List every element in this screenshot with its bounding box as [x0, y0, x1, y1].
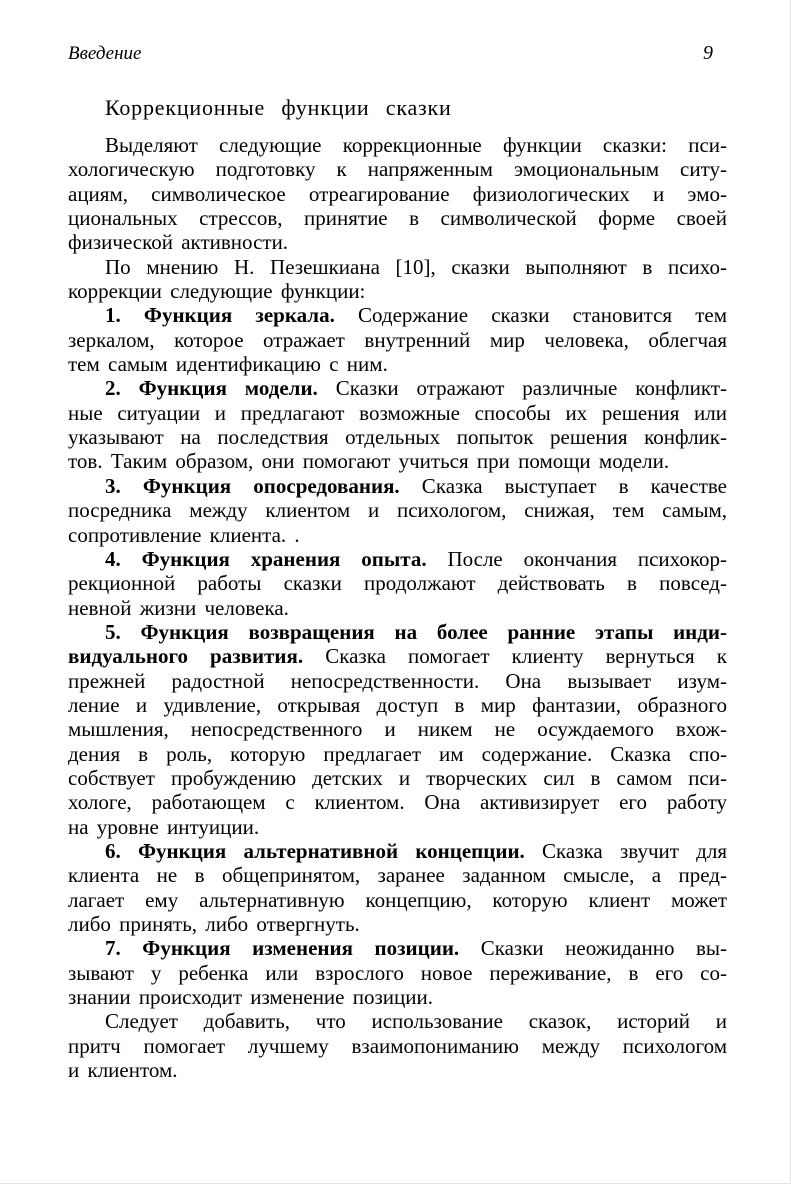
function-heading: 4. Функция хранения опыта. [105, 546, 427, 571]
text-line: ление и удивление, открывая доступ в мир фантазии, образного [68, 692, 727, 717]
paragraph-first-line [68, 620, 727, 644]
text-line: прежней радостной непосредственности. Она вызывает изум- [68, 668, 727, 693]
text-line: коррекции следующие функции: [68, 279, 366, 304]
text-line: рекционной работы сказки продолжают действовать в повсед- [68, 571, 727, 596]
text-line: мышления, непосредственного и никем не осуждаемого вхож- [68, 717, 727, 742]
section-title: Коррекционные функции сказки [105, 95, 452, 120]
text-line: зывают у ребенка или взрослого новое переживание, в его со- [68, 960, 727, 985]
function-heading: 2. Функция модели. [105, 376, 318, 401]
text-line: тем самым идентификацию с ним. [68, 352, 388, 377]
text-line: видуального развития. Сказка помогает клиенту вернуться к [68, 644, 727, 669]
text-line: физической активности. [68, 230, 289, 255]
text-line: клиента не в общепринятом, заранее заданном смысле, а пред- [68, 863, 727, 888]
text-line: знании происходит изменение позиции. [68, 985, 433, 1010]
text-line: лагает ему альтернативную концепцию, которую клиент может [68, 887, 727, 912]
text-line: на уровне интуиции. [68, 814, 260, 839]
function-heading: 3. Функция опосредования. [105, 473, 400, 498]
function-heading: видуального развития. [68, 644, 304, 669]
body-text [68, 133, 727, 1082]
running-header [68, 42, 727, 65]
text-line: хологическую подготовку к напряженным эмоциональным ситу- [68, 157, 727, 182]
function-heading: 7. Функция изменения позиции. [105, 936, 460, 961]
paragraph-first-line: 7. Функция изменения позиции. Сказки неожиданно вы- [105, 936, 727, 961]
paragraph-first-line: По мнению Н. Пезешкиана [10], сказки выполняют в психо- [105, 254, 727, 279]
function-heading: 5. Функция возвращения на более ранние этапы инди- [105, 619, 727, 644]
text-line: хологе, работающем с клиентом. Она активизирует его работу [68, 790, 727, 815]
text-line: ациям, символическое отреагирование физиологических и эмо- [68, 181, 727, 206]
running-header-chapter: Введение [68, 43, 142, 64]
paragraph-first-line: Следует добавить, что использование сказок, историй и [105, 1009, 727, 1034]
text-line: невной жизни человека. [68, 595, 289, 620]
text-line: указывают на последствия отдельных попыток решения конфлик- [68, 425, 727, 450]
text-line: сопротивление клиента. . [68, 522, 300, 547]
text-line: циональных стрессов, принятие в символической форме своей [68, 206, 727, 231]
text-line: тов. Таким образом, они помогают учиться при помощи модели. [68, 449, 670, 474]
function-heading: 1. Функция зеркала. [105, 303, 335, 328]
page-number: 9 [703, 42, 713, 64]
text-line: притч помогает лучшему взаимопониманию между психологом [68, 1033, 727, 1058]
text-line: собствует пробуждению детских и творческих сил в самом пси- [68, 765, 727, 790]
paragraph-first-line: Выделяют следующие коррекционные функции сказки: пси- [105, 133, 727, 157]
text-line: и клиентом. [68, 1058, 178, 1083]
paragraph-first-line: 4. Функция хранения опыта. После окончания психокор- [105, 546, 727, 571]
function-heading: 6. Функция альтернативной концепции. [105, 838, 525, 863]
paragraph-first-line: 1. Функция зеркала. Содержание сказки становится тем [105, 303, 727, 328]
text-line: ные ситуации и предлагают возможные способы их решения или [68, 400, 727, 425]
text-line: зеркалом, которое отражает внутренний мир человека, облегчая [68, 327, 727, 352]
text-line: дения в роль, которую предлагает им содержание. Сказка спо- [68, 741, 727, 766]
text-line: посредника между клиентом и психологом, снижая, тем самым, [68, 498, 727, 523]
text-line: либо принять, либо отвергнуть. [68, 912, 360, 936]
paragraph-first-line: 3. Функция опосредования. Сказка выступает в качестве [105, 473, 727, 498]
paragraph-first-line: 6. Функция альтернативной концепции. Сказка звучит для [105, 838, 727, 863]
paragraph-first-line: 2. Функция модели. Сказки отражают различные конфликт- [105, 376, 727, 401]
